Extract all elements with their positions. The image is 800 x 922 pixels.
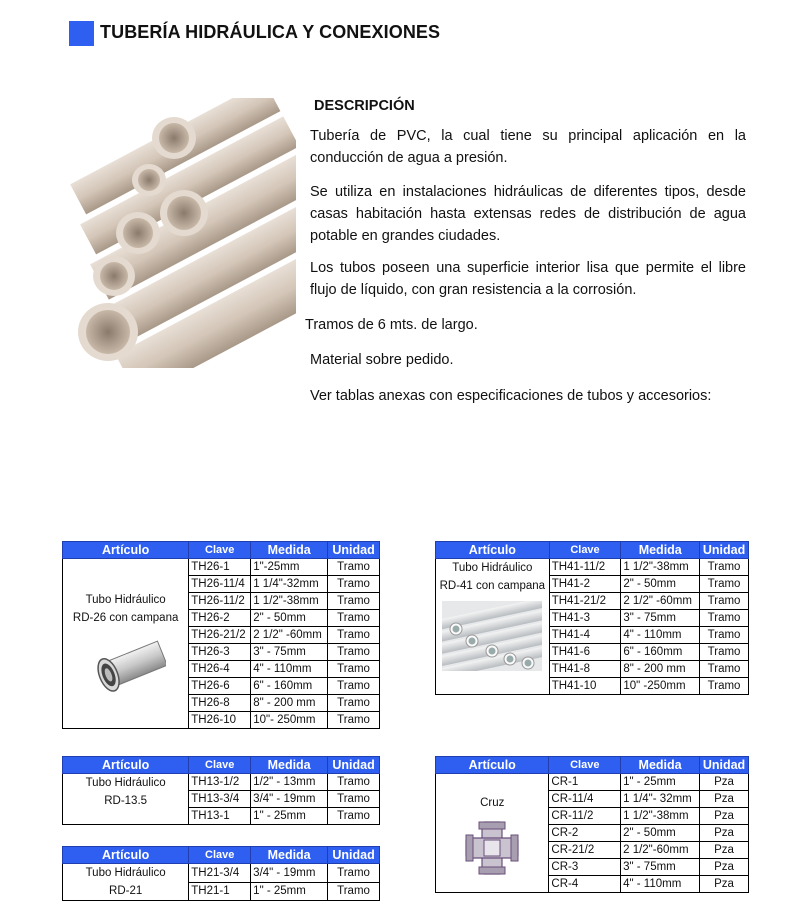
cell-medida: 2" - 50mm (621, 576, 700, 593)
cell-clave: TH26-2 (189, 610, 251, 627)
article-label-line: RD-41 con campana (439, 580, 546, 592)
table-header-row (63, 847, 380, 864)
cell-unidad: Tramo (700, 644, 749, 661)
cell-clave: TH26-6 (189, 678, 251, 695)
cell-medida: 1 1/2"-38mm (621, 808, 700, 825)
cell-clave: TH26-21/2 (189, 627, 251, 644)
title-accent-block (69, 21, 94, 46)
cell-unidad: Tramo (700, 559, 749, 576)
cell-medida: 1 1/4"-32mm (251, 576, 328, 593)
header-clave: Clave (189, 847, 251, 864)
cell-unidad: Pza (700, 859, 749, 876)
cell-clave: TH26-10 (189, 712, 251, 729)
spec-table-cruz (435, 756, 749, 893)
cell-medida: 3/4" - 19mm (251, 791, 328, 808)
cell-unidad: Tramo (328, 774, 380, 791)
header-articulo: Artículo (63, 847, 189, 864)
article-label-line: Cruz (480, 797, 505, 809)
cell-unidad: Tramo (700, 593, 749, 610)
cell-medida: 1/2" - 13mm (251, 774, 328, 791)
spec-table-rd26 (62, 541, 380, 729)
cell-unidad: Tramo (700, 627, 749, 644)
cell-unidad: Tramo (328, 576, 380, 593)
cell-medida: 1" - 25mm (251, 808, 328, 825)
article-cell (63, 864, 189, 901)
article-label-line: Tubo Hidráulico (85, 867, 166, 879)
spec-table-rd21 (62, 846, 380, 901)
cell-medida: 1"-25mm (251, 559, 328, 576)
cell-clave: CR-11/2 (549, 808, 621, 825)
table-row (63, 774, 380, 791)
table-row (63, 864, 380, 883)
header-clave: Clave (549, 757, 621, 774)
description-paragraph-1: Tubería de PVC, la cual tiene su principal aplicación en la conducción de agua a presión. (310, 128, 746, 166)
cell-medida: 6" - 160mm (251, 678, 328, 695)
table-header-row (63, 757, 380, 774)
description-paragraph-2: Se utiliza en instalaciones hidráulicas de diferentes tipos, desde casas habitación hasta extensas redes de distribución de agua potable en grandes ciudades. (310, 184, 746, 244)
header-unidad: Unidad (328, 847, 380, 864)
header-medida: Medida (251, 542, 328, 559)
cell-medida: 1 1/4"- 32mm (621, 791, 700, 808)
table-row (63, 559, 380, 576)
article-cell (63, 774, 189, 825)
cell-unidad: Tramo (328, 593, 380, 610)
cell-clave: CR-21/2 (549, 842, 621, 859)
header-medida: Medida (251, 757, 328, 774)
cell-clave: CR-11/4 (549, 791, 621, 808)
cell-medida: 1" - 25mm (251, 882, 328, 901)
cell-clave: TH26-4 (189, 661, 251, 678)
cell-clave: CR-3 (549, 859, 621, 876)
cell-unidad: Tramo (328, 661, 380, 678)
header-unidad: Unidad (700, 542, 749, 559)
cell-medida: 4" - 110mm (251, 661, 328, 678)
cross-fitting-image (462, 820, 522, 876)
cell-unidad: Tramo (328, 627, 380, 644)
cell-unidad: Tramo (328, 695, 380, 712)
table-header-row (436, 757, 749, 774)
cell-medida: 8" - 200 mm (251, 695, 328, 712)
header-medida: Medida (621, 757, 700, 774)
cell-clave: TH41-6 (549, 644, 621, 661)
description-paragraph-5: Material sobre pedido. (310, 352, 454, 368)
cell-unidad: Tramo (328, 712, 380, 729)
cell-medida: 1 1/2"-38mm (251, 593, 328, 610)
cell-medida: 4" - 110mm (621, 627, 700, 644)
cell-unidad: Tramo (328, 678, 380, 695)
cell-medida: 3" - 75mm (621, 610, 700, 627)
table-row (436, 774, 749, 791)
description-paragraph-6: Ver tablas anexas con especificaciones de tubos y accesorios: (310, 388, 712, 404)
article-cell (436, 559, 550, 695)
article-label-line: RD-13.5 (104, 795, 148, 807)
cell-clave: TH26-11/4 (189, 576, 251, 593)
cell-medida: 8" - 200 mm (621, 661, 700, 678)
cell-clave: TH41-4 (549, 627, 621, 644)
cell-clave: TH21-3/4 (189, 864, 251, 883)
article-description (64, 864, 187, 900)
cell-clave: TH41-10 (549, 678, 621, 695)
header-medida: Medida (621, 542, 700, 559)
header-articulo: Artículo (63, 542, 189, 559)
spec-table-rd135 (62, 756, 380, 825)
article-cell (436, 774, 549, 893)
page-title: TUBERÍA HIDRÁULICA Y CONEXIONES (100, 22, 441, 42)
cell-medida: 2" - 50mm (621, 825, 700, 842)
cell-unidad: Tramo (700, 576, 749, 593)
pvc-pipes-image (66, 98, 296, 368)
cell-unidad: Pza (700, 876, 749, 893)
cell-clave: TH41-21/2 (549, 593, 621, 610)
header-articulo: Artículo (436, 542, 550, 559)
cell-medida: 1" - 25mm (621, 774, 700, 791)
article-description (64, 559, 187, 760)
description-heading: DESCRIPCIÓN (314, 98, 415, 114)
header-unidad: Unidad (328, 542, 380, 559)
cell-clave: CR-4 (549, 876, 621, 893)
cell-medida: 1 1/2"-38mm (621, 559, 700, 576)
table-header-row (436, 542, 749, 559)
cell-medida: 3" - 75mm (621, 859, 700, 876)
header-medida: Medida (251, 847, 328, 864)
article-label-line: RD-21 (109, 885, 143, 897)
cell-unidad: Tramo (328, 644, 380, 661)
article-label-line: Tubo Hidráulico (452, 562, 533, 574)
header-unidad: Unidad (328, 757, 380, 774)
cell-clave: TH26-3 (189, 644, 251, 661)
cell-medida: 2" - 50mm (251, 610, 328, 627)
cell-unidad: Tramo (328, 791, 380, 808)
cell-unidad: Pza (700, 825, 749, 842)
cell-clave: TH26-8 (189, 695, 251, 712)
cell-unidad: Tramo (700, 610, 749, 627)
article-label-line: RD-26 con campana (72, 612, 179, 624)
cell-clave: TH26-1 (189, 559, 251, 576)
cell-unidad: Tramo (328, 808, 380, 825)
cell-clave: TH41-2 (549, 576, 621, 593)
cell-clave: TH13-1/2 (189, 774, 251, 791)
header-articulo: Artículo (436, 757, 549, 774)
cell-medida: 4" - 110mm (621, 876, 700, 893)
header-clave: Clave (189, 542, 251, 559)
cell-unidad: Tramo (700, 678, 749, 695)
cell-unidad: Tramo (328, 559, 380, 576)
article-label-line: Tubo Hidráulico (85, 777, 166, 789)
cell-medida: 3" - 75mm (251, 644, 328, 661)
spec-table-rd41 (435, 541, 749, 695)
cell-unidad: Pza (700, 774, 749, 791)
description-paragraph-4: Tramos de 6 mts. de largo. (305, 317, 478, 333)
cell-unidad: Pza (700, 842, 749, 859)
cell-medida: 6" - 160mm (621, 644, 700, 661)
cell-clave: TH41-11/2 (549, 559, 621, 576)
table-header-row (63, 542, 380, 559)
cell-clave: CR-1 (549, 774, 621, 791)
cell-unidad: Tramo (328, 882, 380, 901)
pipe-coupling-image (86, 635, 166, 705)
header-clave: Clave (189, 757, 251, 774)
cell-medida: 2 1/2" -60mm (251, 627, 328, 644)
description-paragraph-3: Los tubos poseen una superficie interior lisa que permite el libre flujo de líquido, con gran resistencia a la corrosión. (310, 260, 746, 298)
cell-unidad: Pza (700, 791, 749, 808)
cell-medida: 10" -250mm (621, 678, 700, 695)
cell-unidad: Tramo (328, 610, 380, 627)
cell-clave: CR-2 (549, 825, 621, 842)
header-articulo: Artículo (63, 757, 189, 774)
article-description (64, 774, 187, 824)
cell-medida: 2 1/2"-60mm (621, 842, 700, 859)
article-label-line: Tubo Hidráulico (85, 594, 166, 606)
cell-medida: 10"- 250mm (251, 712, 328, 729)
article-cell (63, 559, 189, 729)
cell-unidad: Tramo (700, 661, 749, 678)
cell-clave: TH26-11/2 (189, 593, 251, 610)
header-unidad: Unidad (700, 757, 749, 774)
table-row (436, 559, 749, 576)
header-clave: Clave (549, 542, 621, 559)
cell-clave: TH21-1 (189, 882, 251, 901)
cell-clave: TH41-3 (549, 610, 621, 627)
cell-clave: TH13-3/4 (189, 791, 251, 808)
pvc-pipes-bundle-image (442, 601, 542, 671)
cell-unidad: Tramo (328, 864, 380, 883)
cell-clave: TH41-8 (549, 661, 621, 678)
cell-medida: 2 1/2" -60mm (621, 593, 700, 610)
article-description (437, 559, 548, 694)
cell-unidad: Pza (700, 808, 749, 825)
article-description (437, 774, 547, 912)
cell-medida: 3/4" - 19mm (251, 864, 328, 883)
cell-clave: TH13-1 (189, 808, 251, 825)
